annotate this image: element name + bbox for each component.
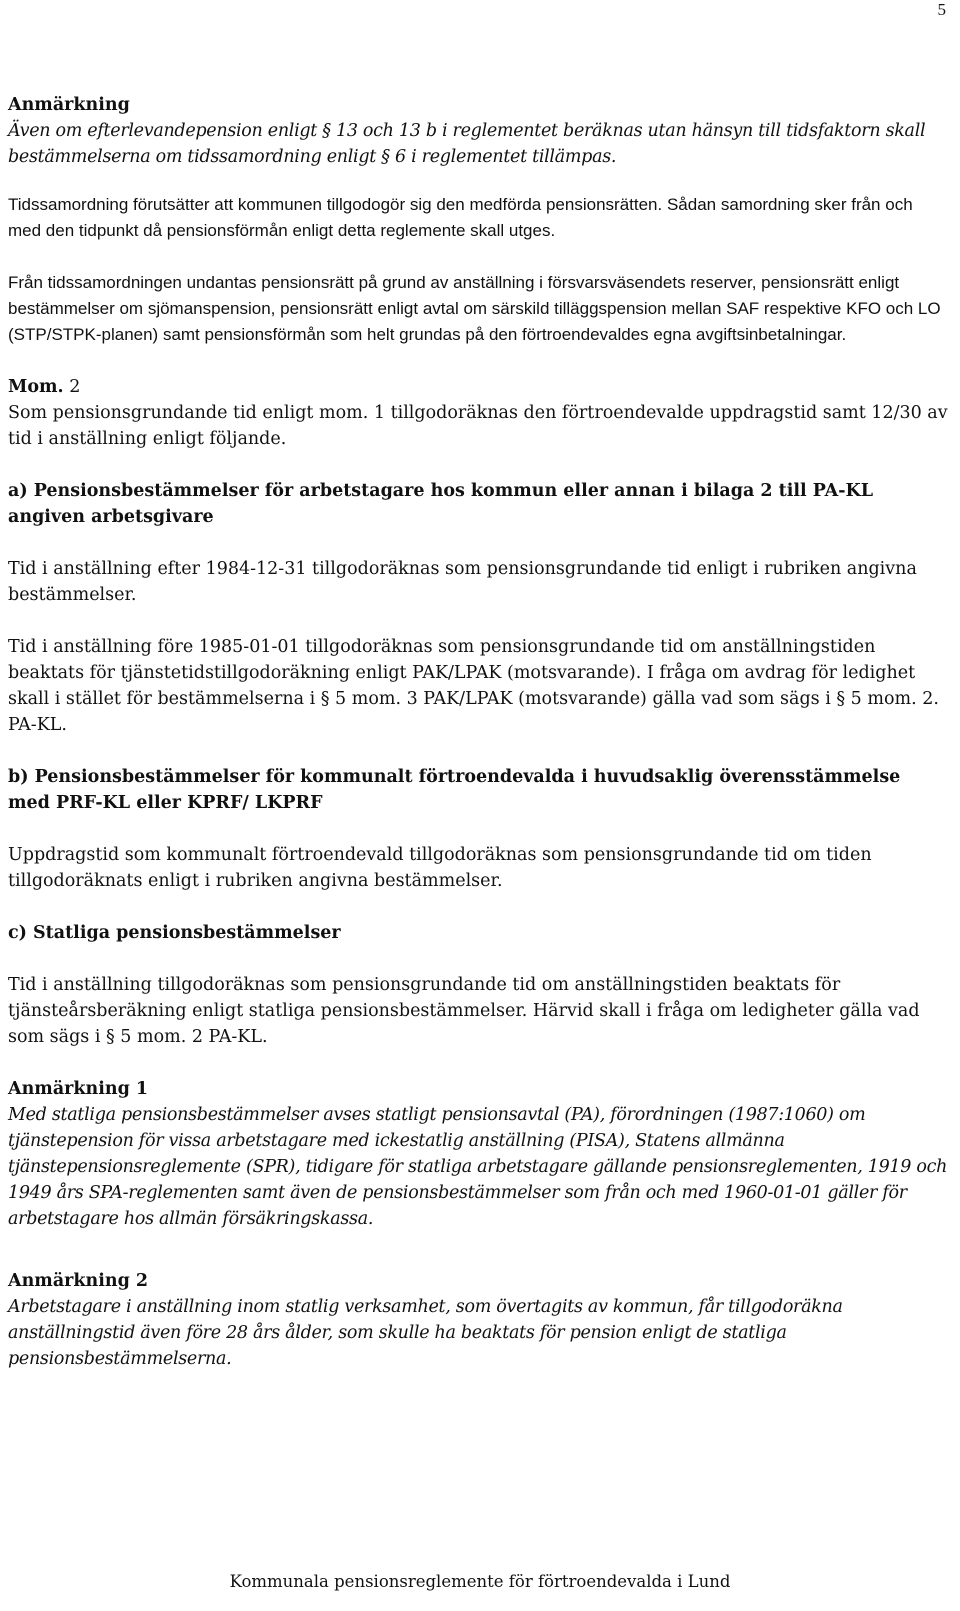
paragraph: Tid i anställning tillgodoräknas som pensionsgrundande tid om anställningstiden beaktats för tjänsteårsberäkning enligt statliga pensionsbestämmelser. Härvid skall i fråga om ledigheter gälla vad som sägs i § 5 mom. 2 PA-KL.	[8, 975, 920, 1047]
note-heading: Anmärkning 1	[8, 1079, 149, 1099]
paragraph: Tid i anställning före 1985-01-01 tillgodoräknas som pensionsgrundande tid om anställningstiden beaktats för tjänstetidstillgodoräkning enligt PAK/LPAK (motsvarande). I fråga om avdrag för ledighet skall i stället för bestämmelserna i § 5 mom. 3 PAK/LPAK (motsvarande) gälla vad som sägs i § 5 mom. 2. PA-KL.	[8, 637, 939, 735]
section-heading: Anmärkning	[8, 95, 130, 115]
mom-heading	[8, 374, 948, 400]
page-number: 5	[937, 0, 946, 19]
subsection-heading: a) Pensionsbestämmelser för arbetstagare hos kommun eller annan i bilaga 2 till PA-KL angiven arbetsgivare	[8, 481, 874, 527]
paragraph: Som pensionsgrundande tid enligt mom. 1 tillgodoräknas den förtroendevalde uppdragstid samt 12/30 av tid i anställning enligt följande.	[8, 403, 948, 449]
paragraph: Tid i anställning efter 1984-12-31 tillgodoräknas som pensionsgrundande tid enligt i rubriken angivna bestämmelser.	[8, 559, 917, 605]
subsection-heading: c) Statliga pensionsbestämmelser	[8, 923, 341, 943]
italic-note: Arbetstagare i anställning inom statlig verksamhet, som övertagits av kommun, får tillgodoräkna anställningstid även före 28 års ålder, som skulle ha beaktats för pension enligt de statliga pensionsbestämmelserna.	[8, 1297, 843, 1369]
mom-label: Mom.	[8, 377, 64, 397]
page-footer: Kommunala pensionsreglemente för förtroendevalda i Lund	[229, 1572, 731, 1591]
italic-note: Med statliga pensionsbestämmelser avses statligt pensionsavtal (PA), förordningen (1987:1060) om tjänstepension för vissa arbetstagare med ickestatlig anställning (PISA), Statens allmänna tjänstepensionsreglemente (SPR), tidigare för statliga arbetstagare gällande pensionsreglementen, 1919 och 1949 års SPA-reglementen samt även de pensionsbestämmelser som från och med 1960-01-01 gäller för arbetstagare hos allmän försäkringskassa.	[8, 1105, 948, 1229]
document-body	[8, 92, 948, 1372]
mom-number: 2	[63, 377, 81, 397]
italic-note: Även om efterlevandepension enligt § 13 och 13 b i reglementet beräknas utan hänsyn till tidsfaktorn skall bestämmelserna om tidssamordning enligt § 6 i reglementet tillämpas.	[8, 121, 926, 167]
note-heading: Anmärkning 2	[8, 1271, 149, 1291]
subsection-heading: b) Pensionsbestämmelser för kommunalt förtroendevalda i huvudsaklig överensstämmelse med PRF-KL eller KPRF/ LKPRF	[8, 767, 901, 813]
paragraph: Tidssamordning förutsätter att kommunen tillgodogör sig den medförda pensionsrätten. Sådan samordning sker från och med den tidpunkt då pensionsförmån enligt detta reglemente skall utges.	[8, 195, 913, 240]
paragraph: Från tidssamordningen undantas pensionsrätt på grund av anställning i försvarsväsendets reserver, pensionsrätt enligt bestämmelser om sjömanspension, pensionsrätt enligt avtal om särskild tilläggspension mellan SAF respektive KFO och LO (STP/STPK-planen) samt pensionsförmån som helt grundas på den förtroendevaldes egna avgiftsinbetalningar.	[8, 273, 941, 344]
paragraph: Uppdragstid som kommunalt förtroendevald tillgodoräknas som pensionsgrundande tid om tiden tillgodoräknats enligt i rubriken angivna bestämmelser.	[8, 845, 872, 891]
